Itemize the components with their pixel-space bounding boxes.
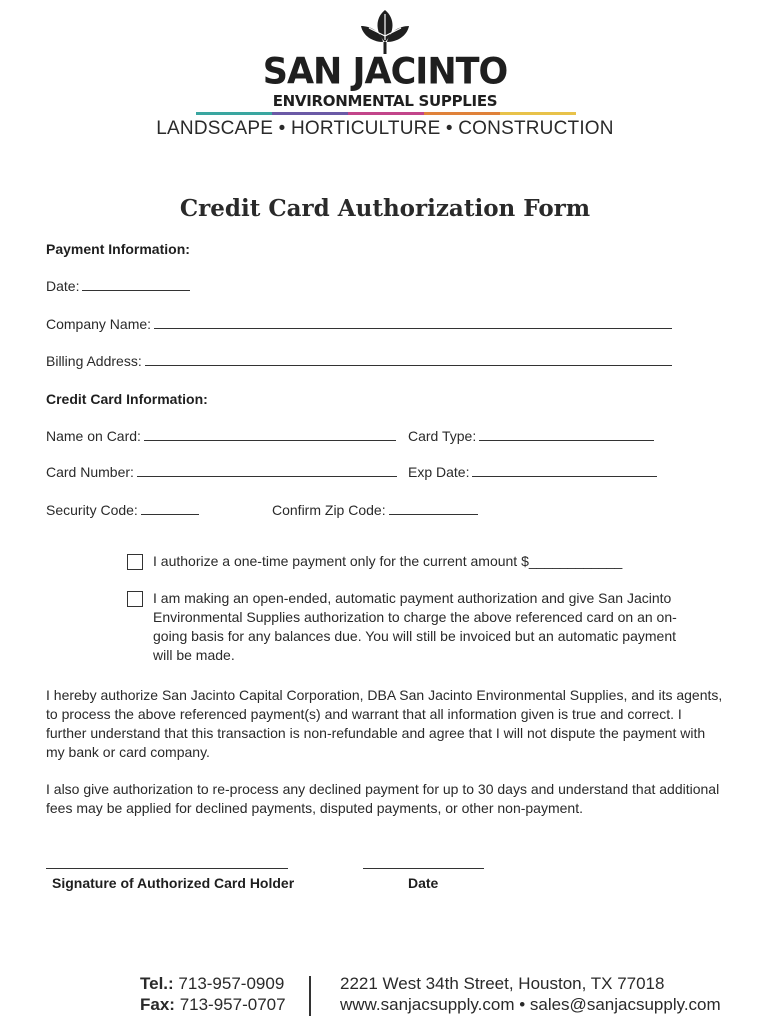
exp-date-input-line[interactable] — [472, 463, 657, 477]
zip-code-input-line[interactable] — [389, 501, 478, 515]
date-label: Date: — [46, 278, 80, 294]
card-number-input-line[interactable] — [137, 463, 397, 477]
one-time-payment-text: I authorize a one-time payment only for the current amount $____________ — [153, 553, 623, 569]
security-code-label: Security Code: — [46, 502, 138, 518]
date-input-line[interactable] — [82, 277, 190, 291]
exp-date-label: Exp Date: — [408, 464, 470, 480]
billing-address-label: Billing Address: — [46, 353, 142, 369]
card-type-label: Card Type: — [408, 428, 477, 444]
zip-code-field — [272, 501, 478, 519]
signature-date-label: Date — [408, 875, 439, 891]
card-section-heading: Credit Card Information: — [46, 391, 208, 407]
security-code-field — [46, 501, 199, 519]
billing-address-input-line[interactable] — [145, 352, 672, 366]
brand-name: SAN JACINTO — [262, 51, 508, 93]
open-ended-payment-checkbox[interactable] — [127, 591, 143, 607]
card-type-input-line[interactable] — [479, 427, 654, 441]
color-bar-segment — [500, 112, 576, 115]
company-name-input-line[interactable] — [154, 315, 672, 329]
company-name-field — [46, 315, 672, 333]
color-bar-segment — [424, 112, 500, 115]
reprocess-paragraph: I also give authorization to re-process any declined payment for up to 30 days and understand that additional fees may be applied for declined payments, disputed payments, or other non-payment. — [46, 781, 720, 816]
tel-label: Tel.: — [140, 974, 174, 993]
form-title: Credit Card Authorization Form — [179, 195, 591, 222]
name-on-card-label: Name on Card: — [46, 428, 141, 444]
name-on-card-field — [46, 427, 396, 445]
security-code-input-line[interactable] — [141, 501, 199, 515]
leaf-icon — [355, 6, 415, 56]
signature-date-line[interactable] — [363, 868, 484, 869]
brand-color-bar — [196, 112, 576, 115]
open-ended-payment-text: I am making an open-ended, automatic payment authorization and give San Jacinto Environmental Supplies authorization to charge the above referenced card on an on-going basis for any balances due. You will still be invoiced but an automatic payment will be made. — [153, 590, 677, 663]
footer-address: 2221 West 34th Street, Houston, TX 77018 — [340, 974, 665, 993]
date-field — [46, 277, 190, 295]
color-bar-segment — [348, 112, 424, 115]
zip-code-label: Confirm Zip Code: — [272, 502, 386, 518]
fax-number: 713-957-0707 — [174, 995, 286, 1014]
exp-date-field — [408, 463, 657, 481]
tel-number: 713-957-0909 — [173, 974, 285, 993]
name-on-card-input-line[interactable] — [144, 427, 396, 441]
company-name-label: Company Name: — [46, 316, 152, 332]
card-number-label: Card Number: — [46, 464, 134, 480]
one-time-payment-checkbox[interactable] — [127, 554, 143, 570]
tagline: LANDSCAPE • HORTICULTURE • CONSTRUCTION — [156, 118, 614, 139]
billing-address-field — [46, 352, 672, 370]
footer-fax — [140, 994, 286, 1016]
footer-phone — [140, 973, 284, 995]
footer-divider — [309, 976, 311, 1016]
signature-line[interactable] — [46, 868, 288, 869]
color-bar-segment — [272, 112, 348, 115]
card-number-field — [46, 463, 397, 481]
fax-label: Fax: — [140, 995, 175, 1014]
signature-label: Signature of Authorized Card Holder — [52, 875, 295, 891]
color-bar-segment — [196, 112, 272, 115]
authorization-paragraph: I hereby authorize San Jacinto Capital Corporation, DBA San Jacinto Environmental Supplies, and its agents, to process the above referenced payment(s) and warrant that all information given is true and correct. I further understand that this transaction is non-refundable and agree that I will not dispute the payment with my bank or card company. — [46, 687, 723, 760]
payment-section-heading: Payment Information: — [46, 241, 190, 257]
brand-subtitle: ENVIRONMENTAL SUPPLIES — [272, 92, 498, 110]
footer-web-email: www.sanjacsupply.com • sales@sanjacsupply.com — [340, 995, 721, 1014]
card-type-field — [408, 427, 654, 445]
